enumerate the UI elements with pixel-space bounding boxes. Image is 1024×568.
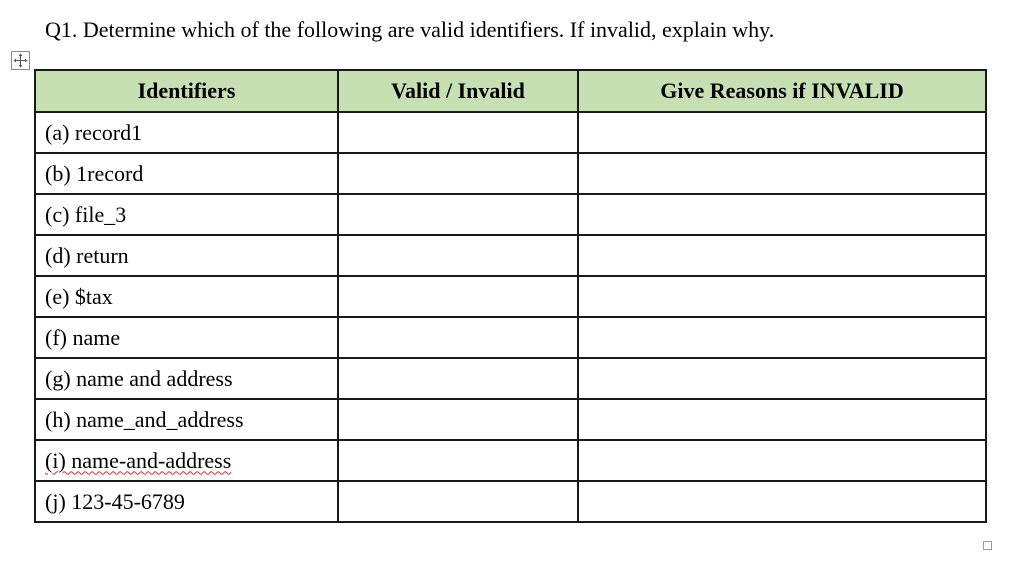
valid-invalid-cell[interactable]	[338, 112, 578, 153]
valid-invalid-cell[interactable]	[338, 276, 578, 317]
spellcheck-flagged-identifier[interactable]: (i) name-and-address	[45, 447, 232, 473]
header-reasons: Give Reasons if INVALID	[578, 70, 986, 112]
valid-invalid-cell[interactable]	[338, 440, 578, 481]
identifier-cell[interactable]	[35, 440, 338, 481]
table-resize-handle-icon[interactable]	[983, 541, 992, 550]
identifier-cell[interactable]: (b) 1record	[35, 153, 338, 194]
table-row	[35, 358, 986, 399]
table-row	[35, 317, 986, 358]
reason-cell[interactable]	[578, 194, 986, 235]
identifier-cell[interactable]: (j) 123-45-6789	[35, 481, 338, 522]
table-row	[35, 481, 986, 522]
valid-invalid-cell[interactable]	[338, 317, 578, 358]
header-identifiers: Identifiers	[35, 70, 338, 112]
valid-invalid-cell[interactable]	[338, 235, 578, 276]
table-row	[35, 112, 986, 153]
reason-cell[interactable]	[578, 440, 986, 481]
identifier-cell[interactable]: (f) name	[35, 317, 338, 358]
table-row	[35, 440, 986, 481]
table-row	[35, 235, 986, 276]
identifier-cell[interactable]: (d) return	[35, 235, 338, 276]
valid-invalid-cell[interactable]	[338, 153, 578, 194]
table-row	[35, 153, 986, 194]
table-row	[35, 194, 986, 235]
valid-invalid-cell[interactable]	[338, 194, 578, 235]
table-row	[35, 276, 986, 317]
reason-cell[interactable]	[578, 481, 986, 522]
table-move-handle-icon[interactable]	[11, 51, 30, 70]
identifiers-table	[34, 69, 987, 523]
question-text: Q1. Determine which of the following are valid identifiers. If invalid, explain why.	[45, 17, 775, 42]
reason-cell[interactable]	[578, 153, 986, 194]
reason-cell[interactable]	[578, 399, 986, 440]
reason-cell[interactable]	[578, 112, 986, 153]
table-header-row	[35, 70, 986, 112]
valid-invalid-cell[interactable]	[338, 481, 578, 522]
identifier-cell[interactable]: (g) name and address	[35, 358, 338, 399]
valid-invalid-cell[interactable]	[338, 399, 578, 440]
reason-cell[interactable]	[578, 235, 986, 276]
reason-cell[interactable]	[578, 276, 986, 317]
valid-invalid-cell[interactable]	[338, 358, 578, 399]
header-valid-invalid: Valid / Invalid	[338, 70, 578, 112]
identifier-cell[interactable]: (h) name_and_address	[35, 399, 338, 440]
table-row	[35, 399, 986, 440]
reason-cell[interactable]	[578, 358, 986, 399]
identifier-cell[interactable]: (c) file_3	[35, 194, 338, 235]
identifier-cell[interactable]: (a) record1	[35, 112, 338, 153]
four-way-arrow-icon	[13, 53, 28, 68]
identifier-cell[interactable]: (e) $tax	[35, 276, 338, 317]
reason-cell[interactable]	[578, 317, 986, 358]
